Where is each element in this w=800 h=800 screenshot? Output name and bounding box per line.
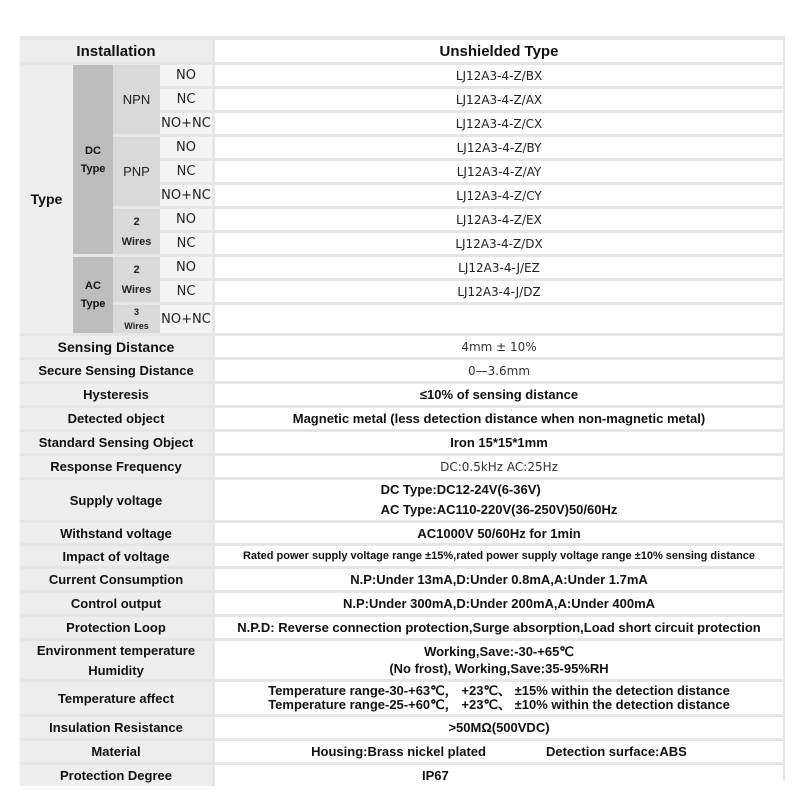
- spec-label: [20, 641, 212, 679]
- model-number: LJ12A3-4-Z/BX: [212, 65, 783, 86]
- environment-temperature-label: Environment temperature: [36, 642, 196, 658]
- ac-type-label: [73, 257, 113, 333]
- spec-label: Response Frequency: [20, 456, 212, 477]
- spec-value: Rated power supply voltage range ±15%,rated power supply voltage range ±10% sensing distance: [212, 546, 783, 566]
- spec-value: [212, 641, 783, 679]
- model-number: LJ12A3-4-Z/AY: [212, 161, 783, 182]
- spec-label: Temperature affect: [20, 682, 212, 714]
- spec-row-hysteresis: [20, 384, 783, 405]
- spec-label: Current Consumption: [20, 569, 212, 590]
- ac-type-line1: AC: [85, 280, 101, 292]
- switch-type: NO+NC: [160, 185, 212, 206]
- spec-row-protection-degree: [20, 765, 783, 786]
- spec-value: N.P:Under 300mA,D:Under 200mA,A:Under 400mA: [212, 593, 783, 614]
- switch-type: NO: [160, 257, 212, 278]
- spec-row-sensing-distance: [20, 336, 783, 357]
- spec-value: 4mm ± 10%: [212, 336, 783, 357]
- spec-value: [212, 480, 783, 520]
- spec-value: [212, 741, 783, 762]
- spec-row-material: [20, 741, 783, 762]
- spec-row-response-frequency: [20, 456, 783, 477]
- spec-row-secure-sensing-distance: [20, 360, 783, 381]
- spec-row-current-consumption: [20, 569, 783, 590]
- model-number: LJ12A3-4-Z/CY: [212, 185, 783, 206]
- spec-row-detected-object: [20, 408, 783, 429]
- spec-row-withstand-voltage: [20, 523, 783, 543]
- pnp-label: PNP: [113, 137, 160, 206]
- spec-row-standard-sensing-object: [20, 432, 783, 453]
- spec-label: Impact of voltage: [20, 546, 212, 566]
- spec-value: DC:0.5kHz AC:25Hz: [212, 456, 783, 477]
- ac-type-line2: Type: [80, 298, 106, 310]
- table-row: [20, 65, 783, 86]
- switch-type: NC: [160, 161, 212, 182]
- unshielded-type-header: Unshielded Type: [212, 40, 783, 62]
- spec-label: Control output: [20, 593, 212, 614]
- spec-value: 0—3.6mm: [212, 360, 783, 381]
- model-number: LJ12A3-4-J/EZ: [212, 257, 783, 278]
- dc-2-wires-label: [113, 209, 160, 254]
- spec-label: Supply voltage: [20, 480, 212, 520]
- spec-row-insulation-resistance: [20, 717, 783, 738]
- spec-label: Insulation Resistance: [20, 717, 212, 738]
- humidity-label: Humidity: [88, 662, 144, 678]
- spec-row-temperature-affect: [20, 682, 783, 714]
- ac-3-wires-line2: Wires: [124, 321, 149, 331]
- spec-label: Protection Degree: [20, 765, 212, 786]
- spec-value: [212, 682, 783, 714]
- temperature-affect-line1: Temperature range-30-+63℃， +23℃、 ±15% within the detection distance: [268, 683, 730, 698]
- switch-type: NC: [160, 89, 212, 110]
- material-surface: Detection surface:ABS: [545, 744, 687, 759]
- switch-type: NO: [160, 137, 212, 158]
- table-row: [20, 305, 783, 333]
- spec-row-protection-loop: [20, 617, 783, 638]
- spec-label: Withstand voltage: [20, 523, 212, 543]
- spec-label: Hysteresis: [20, 384, 212, 405]
- header-row: [20, 40, 783, 62]
- ac-2-wires-label: [113, 257, 160, 302]
- ac-2-wires-line1: 2: [133, 263, 140, 276]
- spec-value: N.P.D: Reverse connection protection,Surge absorption,Load short circuit protection: [212, 617, 783, 638]
- spec-row-environment: [20, 641, 783, 679]
- material-housing: Housing:Brass nickel plated: [311, 744, 486, 759]
- dc-2-wires-line2: Wires: [121, 235, 152, 248]
- supply-voltage-dc: DC Type:DC12-24V(6-36V): [380, 482, 541, 497]
- ac-3-wires-line1: 3: [133, 307, 139, 317]
- supply-voltage-ac: AC Type:AC110-220V(36-250V)50/60Hz: [380, 502, 618, 517]
- spec-value: N.P:Under 13mA,D:Under 0.8mA,A:Under 1.7mA: [212, 569, 783, 590]
- type-label: Type: [20, 65, 73, 333]
- humidity-value: (No frost), Working,Save:35-95%RH: [389, 661, 609, 676]
- table-row: [20, 137, 783, 158]
- switch-type: NC: [160, 281, 212, 302]
- spec-value: Iron 15*15*1mm: [212, 432, 783, 453]
- switch-type: NO: [160, 209, 212, 230]
- spec-label: Protection Loop: [20, 617, 212, 638]
- spec-label: Sensing Distance: [20, 336, 212, 357]
- spec-row-impact-of-voltage: [20, 546, 783, 566]
- switch-type: NO+NC: [160, 305, 212, 333]
- dc-type-label: [73, 65, 113, 254]
- spec-label: Standard Sensing Object: [20, 432, 212, 453]
- dc-type-line1: DC: [85, 144, 101, 157]
- spec-label: Material: [20, 741, 212, 762]
- environment-temperature-value: Working,Save:-30-+65℃: [424, 644, 574, 659]
- temperature-affect-line2: Temperature range-25-+60℃， +23℃、 ±10% within the detection distance: [268, 697, 730, 712]
- model-number: LJ12A3-4-Z/CX: [212, 113, 783, 134]
- switch-type: NO+NC: [160, 113, 212, 134]
- dc-type-line2: Type: [80, 162, 106, 175]
- model-number: LJ12A3-4-Z/DX: [212, 233, 783, 254]
- spec-row-supply-voltage: [20, 480, 783, 520]
- model-number: LJ12A3-4-Z/BY: [212, 137, 783, 158]
- spec-table: [20, 37, 783, 789]
- ac-2-wires-line2: Wires: [121, 283, 152, 296]
- model-number: LJ12A3-4-J/DZ: [212, 281, 783, 302]
- spec-value: AC1000V 50/60Hz for 1min: [212, 523, 783, 543]
- model-number: LJ12A3-4-Z/EX: [212, 209, 783, 230]
- table-row: [20, 257, 783, 278]
- table-row: [20, 209, 783, 230]
- spec-value: ≤10% of sensing distance: [212, 384, 783, 405]
- spec-label: Secure Sensing Distance: [20, 360, 212, 381]
- dc-2-wires-line1: 2: [133, 215, 140, 228]
- installation-header: Installation: [20, 40, 212, 62]
- spec-value: IP67: [212, 765, 783, 786]
- spec-value: >50MΩ(500VDC): [212, 717, 783, 738]
- model-number: LJ12A3-4-Z/AX: [212, 89, 783, 110]
- model-number: [212, 305, 783, 333]
- npn-label: NPN: [113, 65, 160, 134]
- switch-type: NC: [160, 233, 212, 254]
- spec-label: Detected object: [20, 408, 212, 429]
- spec-value: Magnetic metal (less detection distance when non-magnetic metal): [212, 408, 783, 429]
- ac-3-wires-label: [113, 305, 160, 333]
- spec-row-control-output: [20, 593, 783, 614]
- switch-type: NO: [160, 65, 212, 86]
